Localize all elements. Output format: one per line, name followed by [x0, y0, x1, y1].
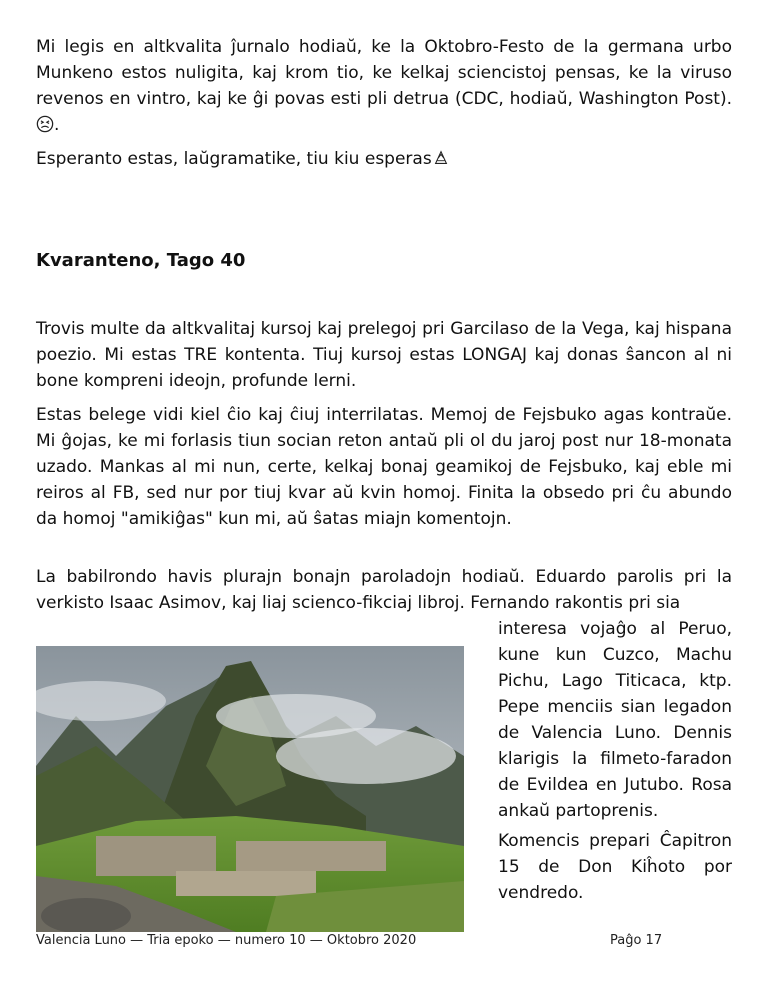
paragraph-text: Mi legis en altkvalita ĵurnalo hodiaŭ, ke la Oktobro-Festo de la germana urbo Munkeno estos nuligita, kaj krom tio, ke kelkaj sciencistoj pensas, ke la viruso revenos en vintro, kaj ke ĝi povas esti pli detrua (CDC, hodiaŭ, Washington Post). [36, 37, 732, 109]
tired-face-emoji-icon [36, 115, 54, 133]
section-heading: Kvaranteno, Tago 40 [36, 250, 246, 271]
paragraph-kursoj: Trovis multe da altkvalitaj kursoj kaj prelegoj pri Garcilaso de la Vega, kaj hispana poezio. Mi estas TRE kontenta. Tiuj kursoj estas LONGAJ kaj donas ŝancon al ni bone kompreni ideojn, profunde lerni. [36, 319, 732, 391]
paragraph-text: Esperanto estas, laŭgramatike, tiu kiu esperas [36, 149, 432, 169]
paragraph-esperanto [36, 146, 732, 172]
footer-publication: Valencia Luno — Tria epoko — numero 10 — Oktobro 2020 [36, 933, 417, 948]
paragraph-babilrondo: La babilrondo havis plurajn bonajn paroladojn hodiaŭ. Eduardo parolis pri la verkisto Isaac Asimov, kaj liaj scienco-fikciaj libroj. Fernando rakontis pri sia [36, 567, 732, 613]
paragraph-end: . [54, 115, 60, 135]
paragraph-fejsbuko: Estas belege vidi kiel ĉio kaj ĉiuj interrilatas. Memoj de Fejsbuko agas kontraŭe. Mi ĝojas, ke mi forlasis tiun socian reton antaŭ pli ol du jaroj post nur 18-monata uzado. Mankas al mi nun, certe, kelkaj bonaj geamikoj de Fejsbuko, kaj eble mi reiros al FB, sed nur por tiuj kvar aŭ kvin homoj. Finita la obsedo pri ĉu abundo da homoj "amikiĝas" kun mi, aŭ ŝatas miajn komentojn. [36, 405, 732, 529]
paragraph-babilrondo-continued: interesa vojaĝo al Peruo, kune kun Cuzco, Machu Pichu, Lago Titicaca, ktp. Pepe menciis sian legadon de Valencia Luno. Dennis klarigis la filmeto-faradon de Evildea en Jutubo. Rosa ankaŭ partoprenis. [498, 619, 732, 821]
paragraph-oktobrofesto [36, 34, 732, 138]
shrug-emoji-icon [432, 149, 450, 167]
paragraph-kihoto: Komencis prepari Ĉapitron 15 de Don Kiĥoto por vendredo. [498, 831, 732, 903]
machu-picchu-photo [36, 646, 464, 932]
footer-page-number: Paĝo 17 [610, 933, 663, 948]
